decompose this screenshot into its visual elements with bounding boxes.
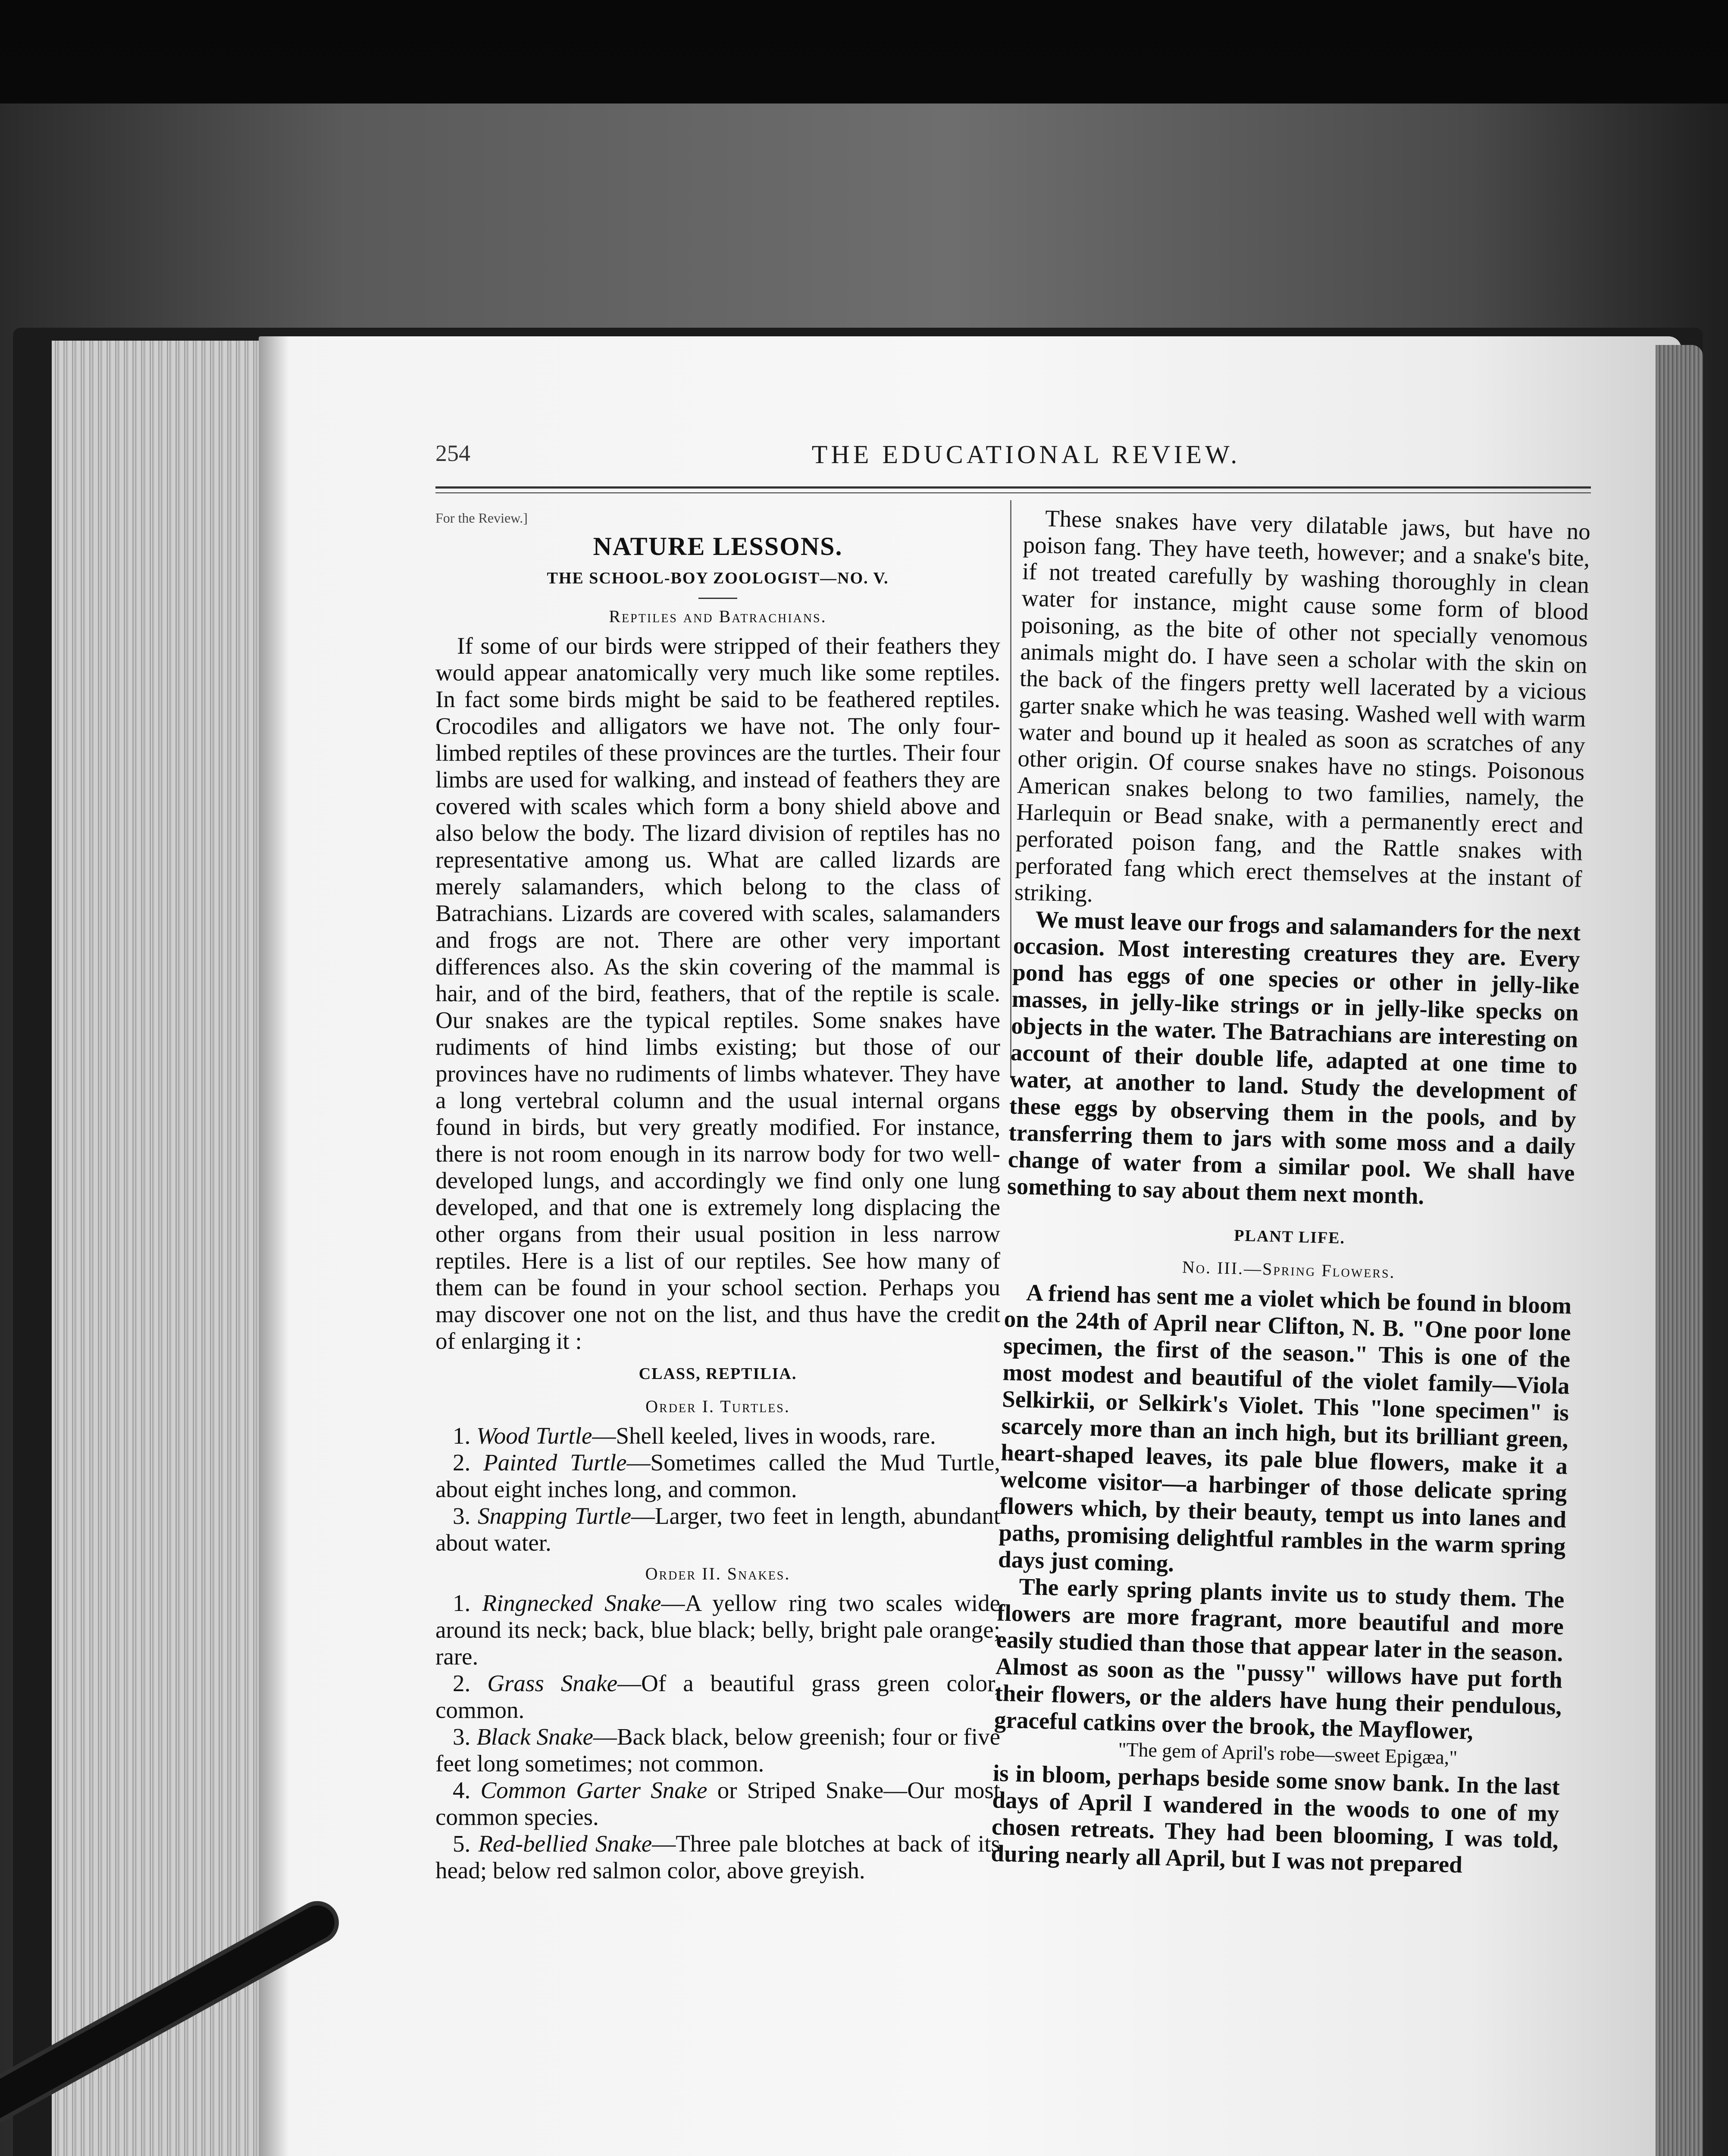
list-item: 3. Black Snake—Back black, below greenish; four or five feet long sometimes; not common.	[435, 1724, 1000, 1777]
body-paragraph: A friend has sent me a violet which be found in bloom on the 24th of April near Clifton, N. B. "One poor lone specimen, the first of the season." This is one of the most modest and beautiful of the violet family—Viola Selkirkii, or Selkirk's Violet. This "lone specimen" is scarcely more than an inch high, but its brilliant green, heart-shaped leaves, its pale blue flowers, make it a welcome visitor—a harbinger of those delicate spring flowers which, by their beauty, tempt us into lanes and paths, promising delightful rambles in the warm spring days just coming.	[998, 1279, 1572, 1577]
plant-life-subtitle: No. III.—Spring Flowers.	[1182, 1257, 1396, 1282]
body-paragraph: These snakes have very dilatable jaws, but have no poison fang. They have teeth, however; and a snake's bite, if not treated carefully by washing thoroughly in clean water for instance, might cause some form of blood poisoning, as the bite of other not specially venomous animals might do. I have seen a scholar with the skin on the back of the fingers pretty well lacerated by a vicious garter snake which he was teasing. Washed well with warm water and bound up it healed as soon as scratches of any other origin. Of course snakes have no stings. Poisonous American snakes belong to two families, namely, the Harlequin or Bead snake, with a permanently erect and perforated poison fang, and the Rattle snakes with perforated fang which erect themselves at the instant of striking.	[1014, 505, 1591, 907]
plant-life-title: PLANT LIFE.	[1233, 1226, 1346, 1247]
list-item: 2. Grass Snake—Of a beautiful grass green color, common.	[435, 1670, 1000, 1723]
body-paragraph: If some of our birds were stripped of their feathers they would appear anatomically very much like some reptiles. In fact some birds might be said to be feathered reptiles. Crocodiles and alligators we have not. The only four-limbed reptiles of these provinces are the turtles. Their four limbs are used for walking, and instead of feathers they are covered with scales which form a bony shield above and also below the body. The lizard division of reptiles has no representative among us. What are called lizards are merely salamanders, which belong to the class of Batrachians. Lizards are covered with scales, salamanders and frogs are not. There are other very important differences also. As the skin covering of the mammal is hair, and of the bird, feathers, that of the reptile is scale. Our snakes are the typical reptiles. Some snakes have rudiments of hind limbs existing; but those of our provinces have no rudiments of limbs whatever. They have a long vertebral column and the usual internal organs found in birds, but very greatly modified. For instance, there is not room enough in its narrow body for two well-developed lungs, and accordingly we find only one lung developed, and that one is extremely long displacing the other organs from their usual position in less narrow reptiles. Here is a list of our reptiles. See how many of them can be found in your school section. Perhaps you may discover one not on the list, and thus have the credit of enlarging it :	[435, 633, 1000, 1354]
article-title: NATURE LESSONS.	[593, 532, 843, 561]
order-heading: Order II. Snakes.	[645, 1564, 791, 1583]
list-item: 1. Wood Turtle—Shell keeled, lives in woods, rare.	[453, 1423, 936, 1449]
section-heading: Reptiles and Batrachians.	[609, 607, 827, 626]
snake-list	[435, 1590, 1000, 1884]
list-item: 4. Common Garter Snake or Striped Snake—Our most common species.	[435, 1777, 1001, 1830]
header-rule-thin	[435, 492, 1591, 493]
page-edges	[52, 341, 276, 2156]
header-rule	[435, 486, 1591, 489]
order-heading: Order I. Turtles.	[645, 1397, 790, 1416]
turtle-list	[435, 1423, 1000, 1556]
body-paragraph: The early spring plants invite us to study them. The flowers are more fragrant, more beautiful and more easily studied than those that appear later in the season. Almost as soon as the "pussy" willows have put forth their flowers, or the alders have hung their pendulous, graceful catkins over the brook, the Mayflower,	[994, 1573, 1565, 1745]
article-subtitle: THE SCHOOL-BOY ZOOLOGIST—NO. V.	[547, 569, 889, 587]
class-heading: CLASS, REPTILIA.	[639, 1365, 797, 1383]
article-credit: For the Review.]	[435, 510, 528, 526]
gutter-shadow	[259, 336, 289, 2156]
list-item: 5. Red-bellied Snake—Three pale blotches at back of its head; below red salmon color, above greyish.	[435, 1830, 1000, 1883]
left-column	[435, 505, 1000, 1884]
right-column	[991, 505, 1591, 1880]
running-head	[435, 436, 1617, 474]
column-rule	[1010, 500, 1011, 1078]
journal-title: THE EDUCATIONAL REVIEW.	[811, 440, 1241, 469]
short-rule	[698, 598, 737, 599]
page-number: 254	[435, 440, 470, 466]
poem-quote: "The gem of April's robe—sweet Epigæa,"	[1118, 1738, 1458, 1769]
page-fore-edge	[1656, 345, 1703, 2156]
list-item: 1. Ringnecked Snake—A yellow ring two scales wide around its neck; back, blue black; belly, bright pale orange; rare.	[435, 1590, 1000, 1670]
body-paragraph: is in bloom, perhaps beside some snow bank. In the last days of April I wandered in the woods to one of my chosen retreats. They had been blooming, I was told, during nearly all April, but I was not prepared	[990, 1760, 1560, 1878]
list-item: 2. Painted Turtle—Sometimes called the Mud Turtle, about eight inches long, and common.	[435, 1449, 1001, 1502]
list-item: 3. Snapping Turtle—Larger, two feet in length, abundant about water.	[435, 1503, 1001, 1556]
body-paragraph: We must leave our frogs and salamanders for the next occasion. Most interesting creatures they are. Every pond has eggs of one species or other in jelly-like masses, in jelly-like strings or in jelly-like specks on objects in the water. The Batrachians are interesting on account of their double life, adapted at one time to water, at another to land. Study the development of these eggs by observing them in the pools, and by transferring them to jars with some moss and a daily change of water from a similar pool. We shall have something to say about them next month.	[1007, 906, 1581, 1210]
